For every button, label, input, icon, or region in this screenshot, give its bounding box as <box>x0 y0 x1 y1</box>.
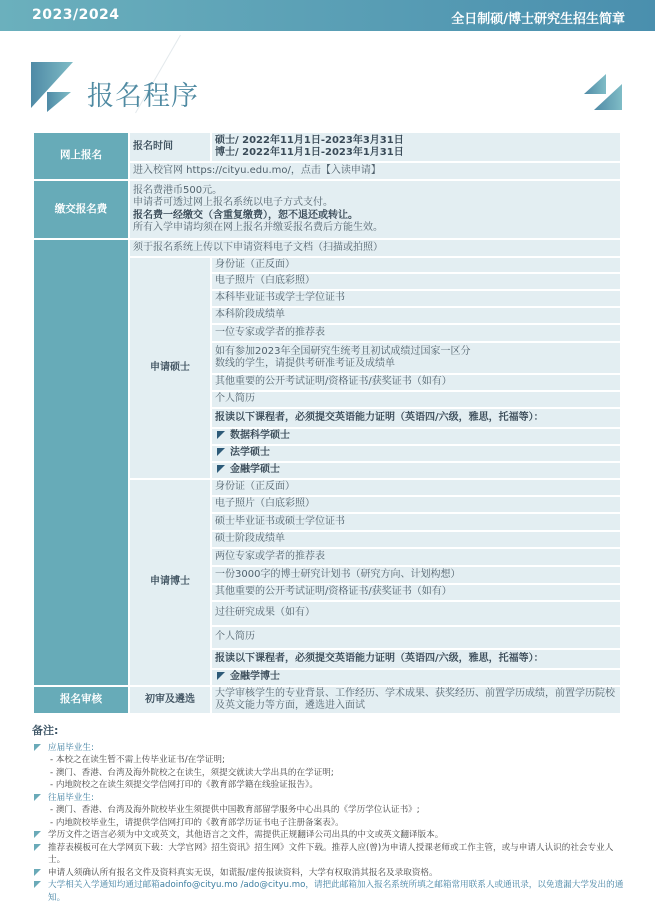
note-subitem: - 内地院校之在读生须提交学信网打印的《教育部学籍在线验证报告》。 <box>50 780 318 790</box>
application-procedure-table <box>32 131 622 715</box>
table-row <box>33 686 621 714</box>
english-requirement: 报读以下课程者，必须提交英语能力证明（英语四/六级，雅思，托福等）： <box>211 408 621 428</box>
document-item: 硕士毕业证书或硕士学位证书 <box>211 513 621 531</box>
documents-intro: 须于报名系统上传以下申请资料电子文档（扫描或拍照） <box>129 239 621 257</box>
document-item: 如有参加2023年全国研究生统考且初试成绩过国家一区分 数线的学生，请提供考研准考证及成绩单 <box>211 342 621 374</box>
note-subitem: - 澳门、香港、台湾及海外院校之在读生，须提交就读大学出具的在学证明; <box>50 767 334 778</box>
note-text: 学历文件之语言必须为中文或英文，其他语言之文件，需提供正规翻译公司出具的中文或英文翻译版本。 <box>48 830 444 840</box>
note-subitem: - 本校之在读生暂不需上传毕业证书/在学证明; <box>50 755 225 765</box>
phd-date: 博士/ 2022年11月1日-2023年1月31日 <box>215 147 404 158</box>
document-item: 一位专家或学者的推荐表 <box>211 324 621 342</box>
table-row <box>33 239 621 257</box>
dates-cell <box>211 132 621 162</box>
program-item <box>211 428 621 445</box>
document-item: 两位专家或学者的推荐表 <box>211 548 621 566</box>
fee-cell <box>129 180 621 239</box>
logo-mark-right-icon <box>584 74 624 112</box>
document-item: 身份证（正反面） <box>211 479 621 496</box>
section-label-fee: 缴交报名费 <box>33 180 129 239</box>
table-row <box>33 180 621 239</box>
triangle-bullet-icon <box>217 672 225 680</box>
note-subitem: - 内地院校毕业生，请提供学信网打印的《教育部学历证书电子注册备案表》。 <box>50 817 344 828</box>
section-label-documents <box>33 239 129 686</box>
document-item: 个人简历 <box>211 626 621 649</box>
note-text: 申请人须确认所有报名文件及资料真实无误，如谎报/虚传报读资料，大学有权取消其报名及录取资格。 <box>48 867 438 878</box>
notes-title: 备注: <box>32 724 59 737</box>
header-year: 2023/2024 <box>32 7 120 23</box>
section-label-review: 报名审核 <box>33 686 129 714</box>
document-item: 电子照片（白底彩照） <box>211 496 621 513</box>
fee-line: 报名费港币500元。 <box>133 184 223 196</box>
program-name: 金融学博士 <box>230 671 280 683</box>
triangle-bullet-icon <box>34 794 41 801</box>
document-item: 本科毕业证书或学士学位证书 <box>211 290 621 307</box>
document-item: 其他重要的公开考试证明/资格证书/获奖证书（如有） <box>211 584 621 601</box>
program-item <box>211 462 621 479</box>
triangle-bullet-icon <box>217 431 225 439</box>
english-requirement: 报读以下课程者，必须提交英语能力证明（英语四/六级，雅思，托福等）： <box>211 649 621 669</box>
note-subitem: - 澳门、香港、台湾及海外院校毕业生须提供中国教育部留学服务中心出具的《学历学位认证书》; <box>50 805 420 815</box>
triangle-bullet-icon <box>34 881 41 888</box>
document-item: 本科阶段成绩单 <box>211 307 621 324</box>
fee-line: 所有入学申请均须在网上报名并缴妥报名费后方能生效。 <box>133 222 383 233</box>
time-label: 报名时间 <box>129 132 211 162</box>
note-text: 推荐表模板可在大学网页下载：大学官网》招生资讯》招生网》文件下载。推荐人应(曾)为申请人授课老师或工作主管，或与申请人认识的社会专业人士。 <box>48 842 614 865</box>
program-name: 数据科学硕士 <box>230 430 290 442</box>
notes-section <box>32 725 627 904</box>
review-text: 大学审核学生的专业背景、工作经历、学术成果、获奖经历、前置学历成绩，前置学历院校及英文能力等方面，遴选进入面试 <box>211 686 621 714</box>
document-item: 一份3000字的博士研究计划书（研究方向、计划构想） <box>211 566 621 584</box>
master-label: 申请硕士 <box>129 257 211 479</box>
url-instruction: 进入校官网 https://cityu.edu.mo/，点击【入读申请】 <box>129 162 621 180</box>
triangle-bullet-icon <box>34 869 41 876</box>
fee-line: 报名费一经缴交（含重复缴费），恕不退还或转让。 <box>133 209 358 221</box>
program-name: 金融学硕士 <box>230 464 280 476</box>
section-label-online: 网上报名 <box>33 132 129 180</box>
triangle-bullet-icon <box>34 844 41 851</box>
note-text: 应届毕业生: <box>48 742 94 753</box>
review-sub-label: 初审及遴选 <box>129 686 211 714</box>
note-text: 往届毕业生: <box>48 792 94 803</box>
program-item <box>211 445 621 462</box>
header-bar <box>0 0 655 31</box>
fee-line: 申请者可透过网上报名系统以电子方式支付。 <box>133 197 333 208</box>
table-row <box>33 132 621 162</box>
program-name: 法学硕士 <box>230 447 270 459</box>
document-item: 其他重要的公开考试证明/资格证书/获奖证书（如有） <box>211 374 621 391</box>
note-text: 大学相关入学通知均通过邮箱adoinfo@cityu.mo /ado@cityu.mo，请把此邮箱加入报名系统所填之邮箱常用联系人或通讯录，以免遗漏大学发出的通知。 <box>48 880 624 903</box>
triangle-bullet-icon <box>217 465 225 473</box>
logo-mark-left-icon <box>31 62 75 112</box>
document-item: 硕士阶段成绩单 <box>211 531 621 548</box>
program-item <box>211 669 621 686</box>
note-item <box>32 792 627 830</box>
header-brochure-title: 全日制硕/博士研究生招生简章 <box>451 12 625 27</box>
note-item <box>32 829 627 842</box>
note-item <box>32 842 627 867</box>
master-date: 硕士/ 2022年11月1日-2023年3月31日 <box>215 134 404 146</box>
document-item: 身份证（正反面） <box>211 257 621 273</box>
triangle-bullet-icon <box>217 448 225 456</box>
phd-label: 申请博士 <box>129 479 211 686</box>
note-item <box>32 867 627 880</box>
triangle-bullet-icon <box>34 831 41 838</box>
document-item: 个人简历 <box>211 391 621 408</box>
document-item: 过往研究成果（如有） <box>211 601 621 626</box>
page-title: 报名程序 <box>87 81 199 112</box>
note-item <box>32 742 627 792</box>
triangle-bullet-icon <box>34 744 41 751</box>
note-item <box>32 879 627 904</box>
document-item: 电子照片（白底彩照） <box>211 273 621 290</box>
